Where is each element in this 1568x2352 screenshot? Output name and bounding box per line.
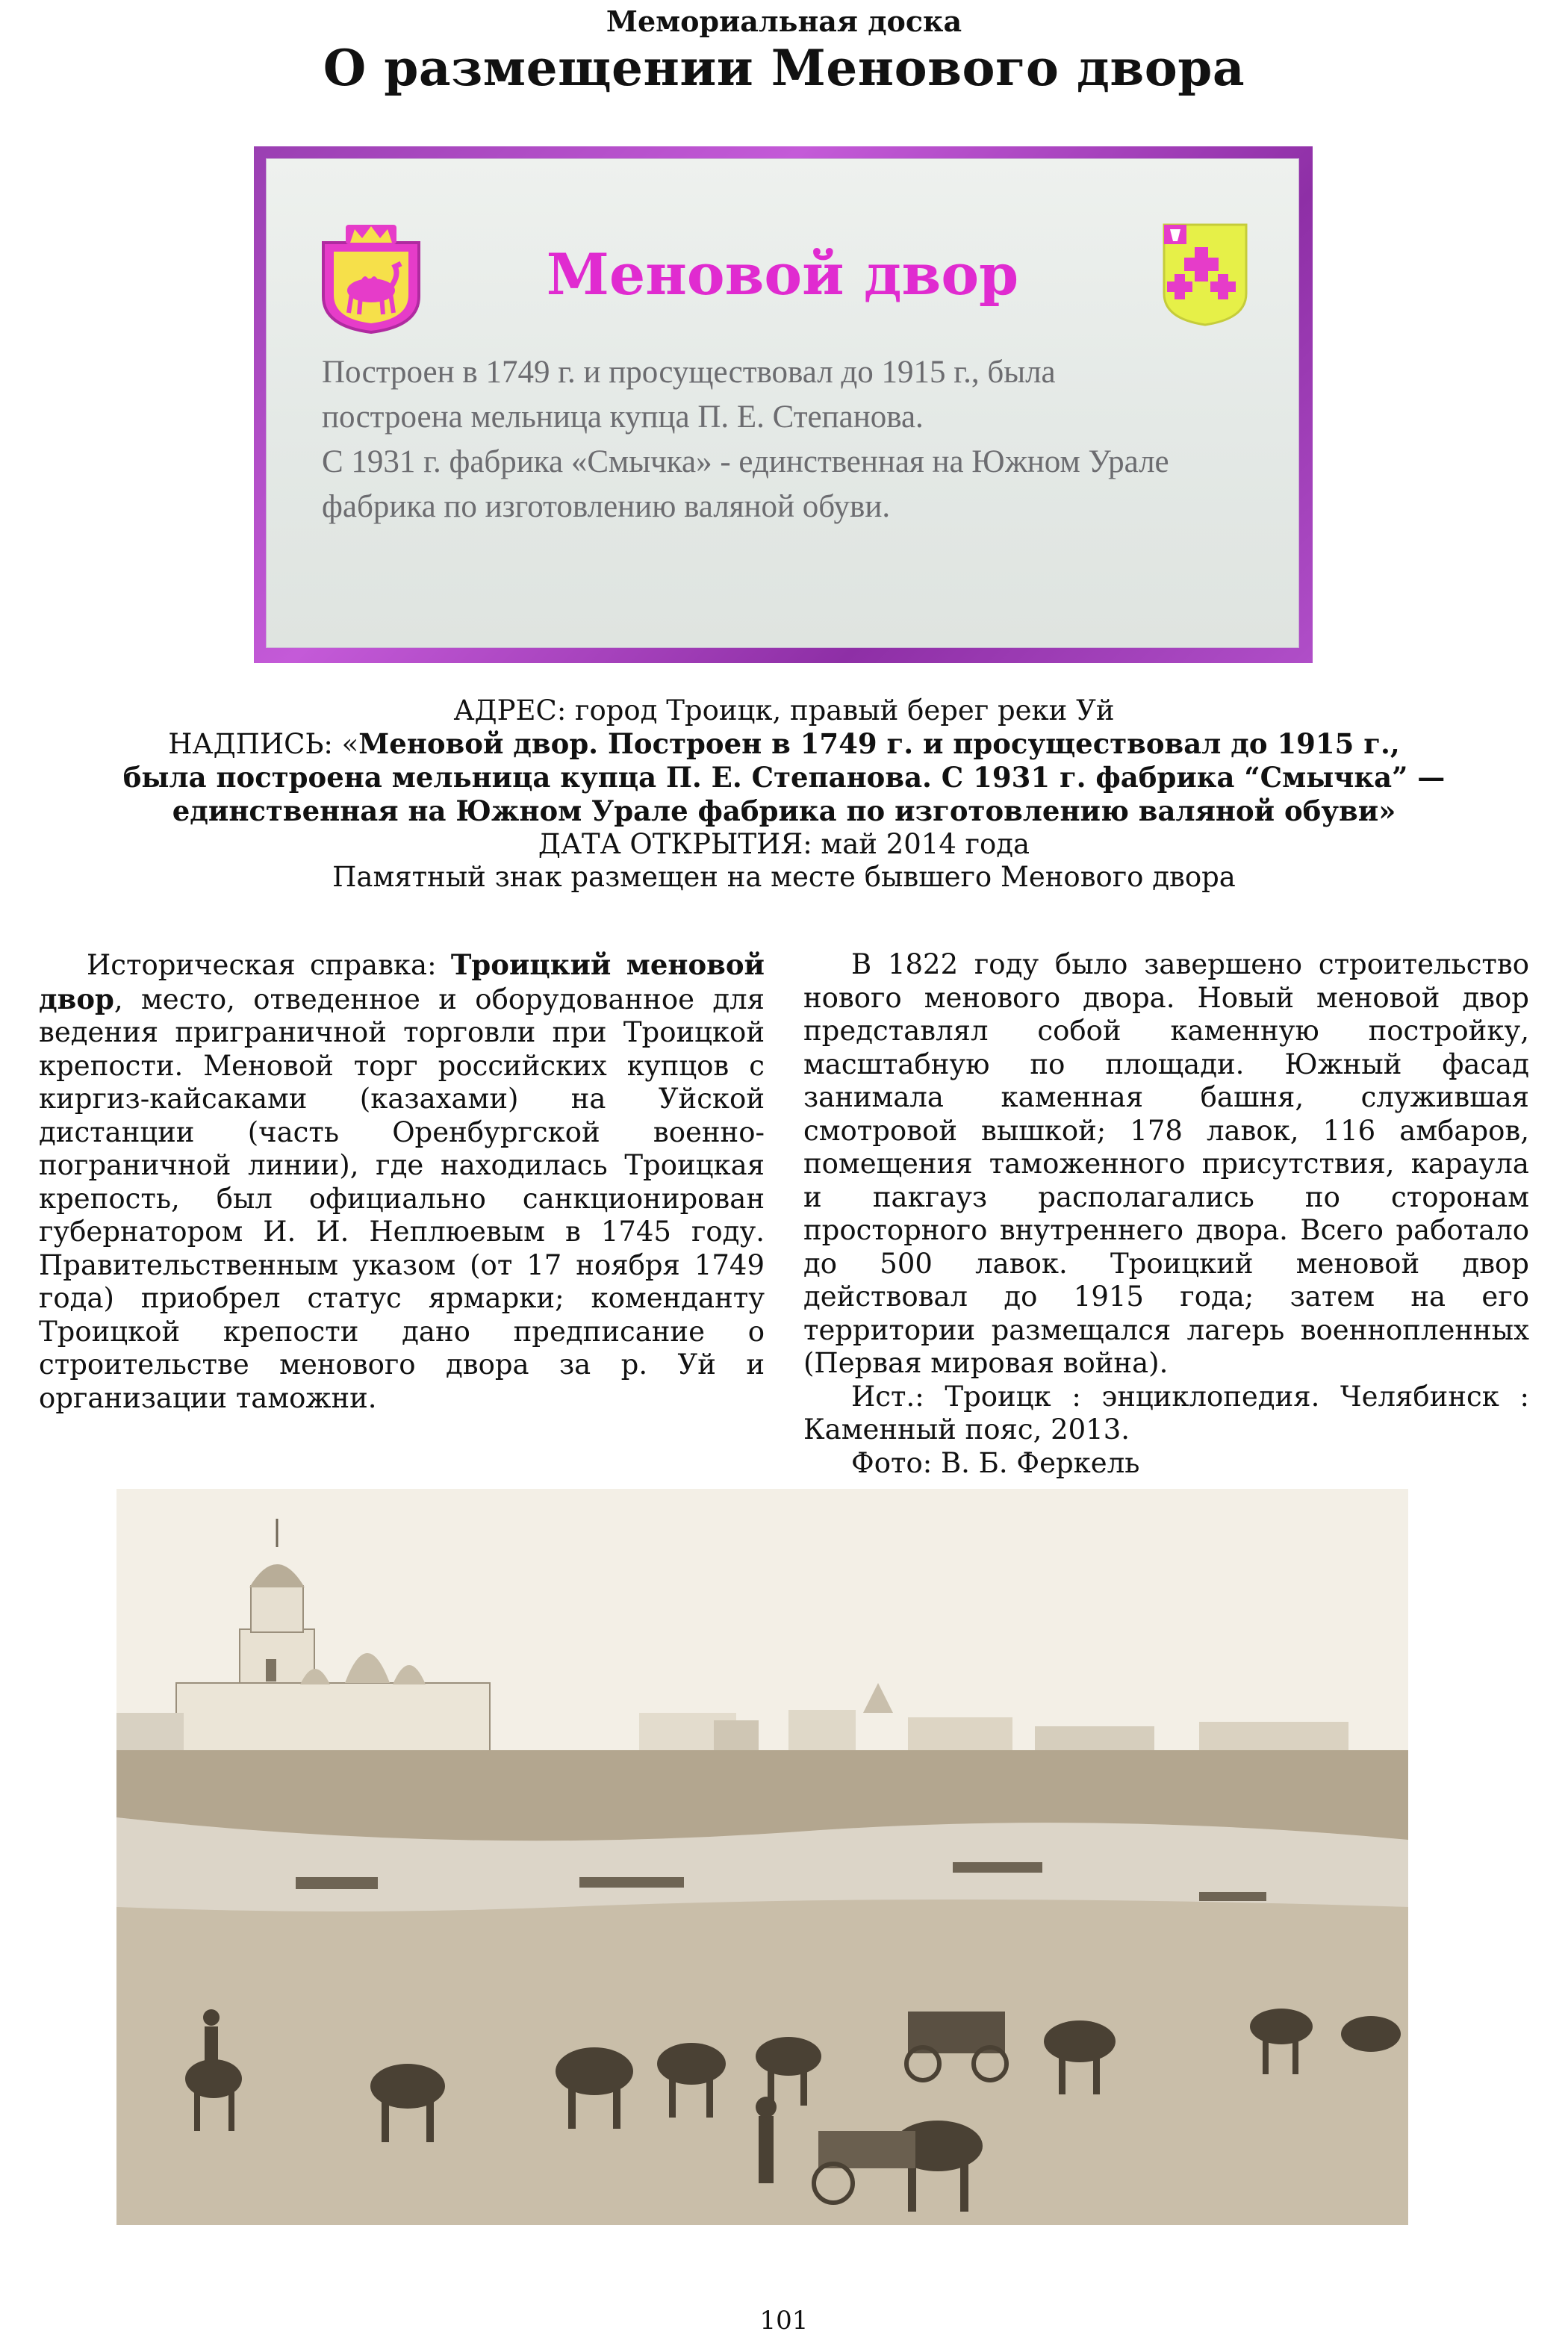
inscription-text: единственная на Южном Урале фабрика по изготовлению валяной обуви [172,794,1379,827]
date-line [0,828,1568,861]
inscription-close: » [1378,794,1396,827]
address-label: АДРЕС: [453,694,567,727]
address-line [0,694,1568,727]
historical-photo-illustration [116,1489,1408,2225]
date-value: май 2014 года [812,828,1030,860]
article-right-column [803,948,1529,1480]
source-citation: Ист.: Троицк : энциклопедия. Челябинск : Каменный пояс, 2013. [803,1380,1529,1446]
address-value: город Троицк, правый берег реки Уй [566,694,1115,727]
memorial-info [0,694,1568,894]
article-body: , место, отведенное и оборудованное для ведения приграничной торговли при Троицкой крепости. Меновой торг российских купцов с киргиз-кайсаками (казахами) на Уйской дистанции (часть Оренбургской военно-пограничной линии), где находилась Троицкая крепость, был официально санкционирован губернатором И. И. Неплюевым в 1745 году. Правительственным указом (от 17 ноября 1749 года) приобрел статус ярмарки; коменданту Троицкой крепости дано предписание о строительстве менового двора за р. Уй и организации таможни. [39,983,765,1414]
inscription-text: Меновой двор. Построен в 1749 г. и просуществовал до 1915 г., [358,727,1400,760]
article-paragraph: В 1822 году было завершено строительство нового менового двора. Новый меновой двор представлял собой каменную постройку, масштабную по площади. Южный фасад занимала каменная башня, служившая смотровой вышкой; 178 лавок, 116 амбаров, помещения таможенного присутствия, караула и пакгауз располагались по сторонам просторного внутреннего двора. Всего работало до 500 лавок. Троицкий меновой двор действовал до 1915 года; затем на его территории размещался лагерь военнопленных (Первая мировая война). [803,948,1529,1379]
article-intro: Историческая справка: [87,949,451,981]
plaque-photo [254,146,1313,663]
note-line: Памятный знак размещен на месте бывшего Менового двора [332,861,1236,893]
inscription-line [0,727,1568,761]
plaque-text [322,350,1270,529]
plaque-line: С 1931 г. фабрика «Смычка» - единственная на Южном Урале [322,444,1169,479]
page-title: О размещении Менового двора [323,39,1245,97]
plaque-line: построена мельница купца П. Е. Степанова. [322,399,924,435]
plaque-board [266,158,1299,648]
inscription-line [0,794,1568,828]
plaque-line: фабрика по изготовлению валяной обуви. [322,489,891,524]
article-paragraph [39,948,765,1415]
historical-photo [116,1489,1408,2225]
article-term: Троицкий меновой двор [39,948,765,1015]
article-left-column [39,948,765,1415]
inscription-text: была построена мельница купца П. Е. Степанова. С 1931 г. фабрика “Смычка” — [122,761,1446,794]
plaque-title: Меновой двор [546,241,1019,308]
plaque-line: Построен в 1749 г. и просуществовал до 1915 г., была [322,355,1056,390]
date-label: ДАТА ОТКРЫТИЯ: [538,828,812,860]
supertitle: Мемориальная доска [606,4,962,38]
inscription-line [0,761,1568,794]
photo-credit: Фото: В. Б. Феркель [851,1446,1140,1479]
inscription-label: НАДПИСЬ: « [168,728,359,760]
page-number: 101 [759,2306,809,2336]
